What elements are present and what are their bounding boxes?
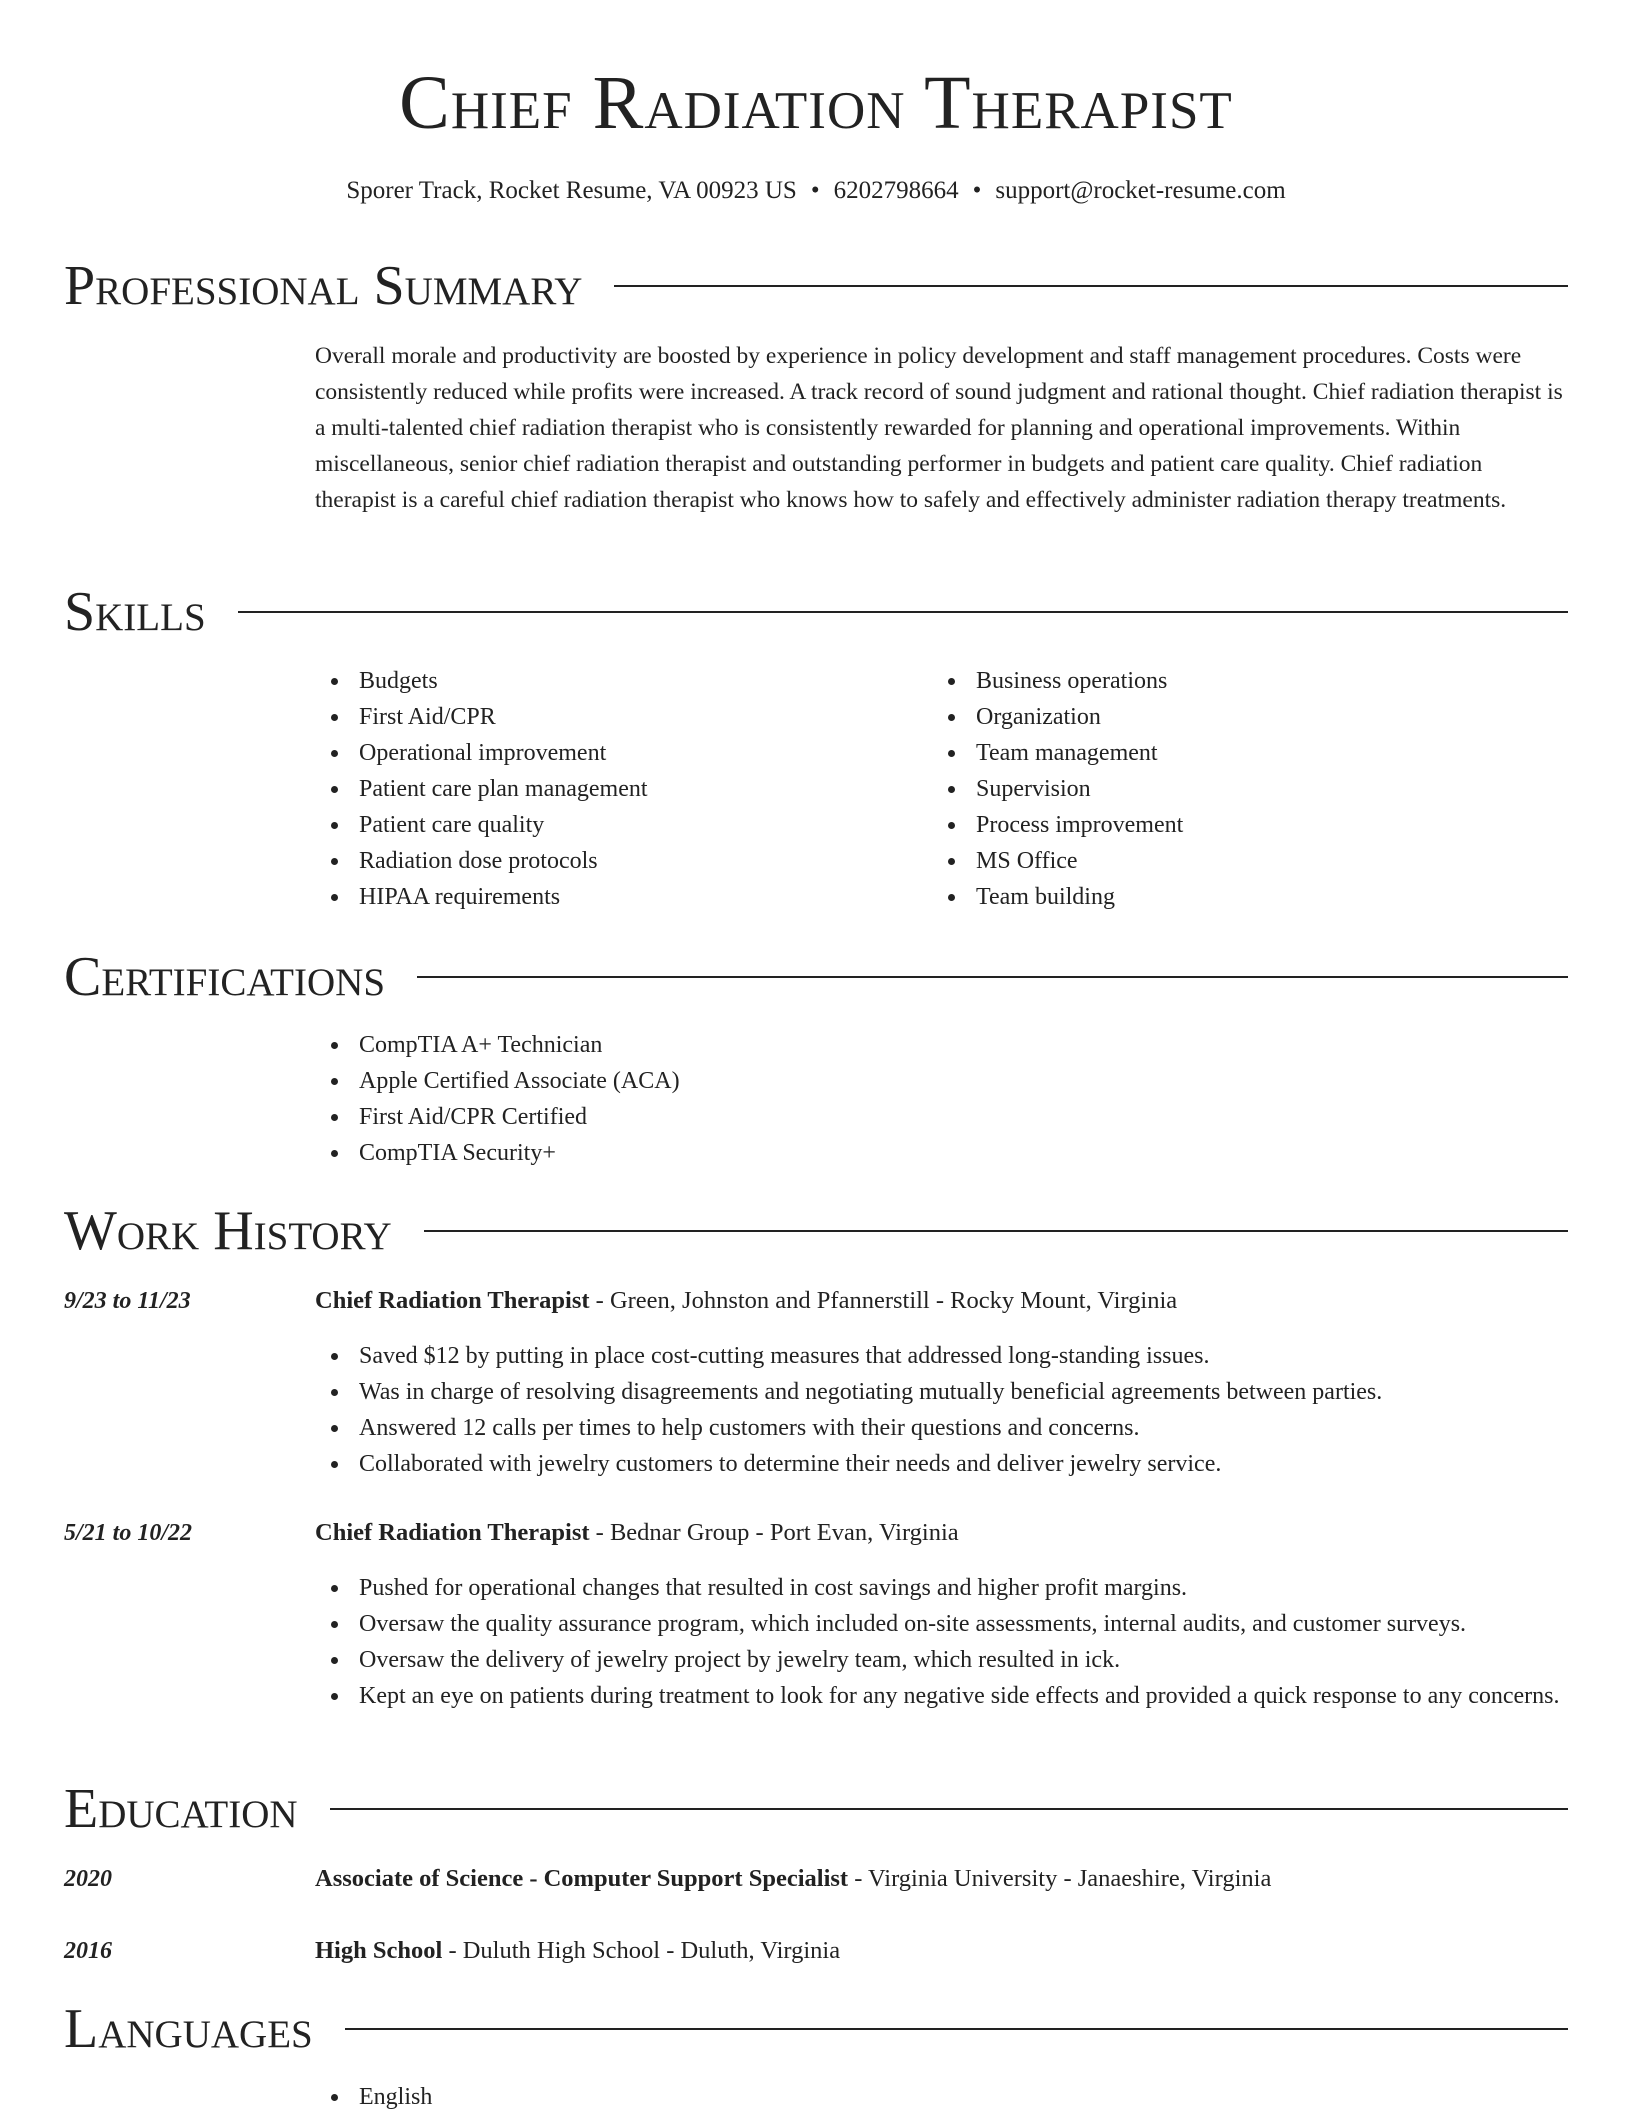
section-title-languages: Languages [64,1998,313,2060]
section-title-summary: Professional Summary [64,255,583,317]
job-bullet-item: Kept an eye on patients during treatment to look for any negative side effects and provided a quick response to any concerns. [315,1678,1568,1714]
skill-item: Organization [932,699,1532,735]
contact-email: support@rocket-resume.com [995,177,1286,204]
certification-item: Apple Certified Associate (ACA) [315,1063,1515,1099]
section-divider [424,1230,1568,1232]
section-header-education [64,1777,1568,1841]
certification-item: First Aid/CPR Certified [315,1099,1515,1135]
languages-list [315,2079,1115,2115]
section-title-skills: Skills [64,581,206,643]
skills-column-right [932,663,1532,915]
skill-item: Team management [932,735,1532,771]
section-title-education: Education [64,1778,298,1840]
job-heading [315,1283,1568,1319]
job-details: - Green, Johnston and Pfannerstill - Rocky Mount, Virginia [589,1287,1178,1314]
skill-item: Radiation dose protocols [315,843,915,879]
certification-item: CompTIA A+ Technician [315,1027,1515,1063]
skill-item: Process improvement [932,807,1532,843]
section-title-work-history: Work History [64,1200,392,1262]
job-bullet-item: Oversaw the quality assurance program, which included on-site assessments, internal audits, and customer surveys. [315,1606,1568,1642]
section-title-certifications: Certifications [64,946,386,1008]
job-dates: 9/23 to 11/23 [64,1288,191,1314]
section-header-languages [64,1997,1568,2061]
section-divider [238,611,1568,613]
job-bullets [315,1338,1568,1482]
education-heading [315,1861,1568,1897]
education-year: 2020 [64,1866,112,1892]
section-divider [614,285,1568,287]
job-role: Chief Radiation Therapist [315,1519,590,1546]
skills-list-right [932,663,1532,915]
resume-name: Chief Radiation Therapist [399,61,1233,145]
job-bullet-item: Collaborated with jewelry customers to determine their needs and deliver jewelry service. [315,1446,1568,1482]
section-divider [330,1808,1568,1810]
education-degree: High School [315,1937,443,1964]
education-heading [315,1933,1568,1969]
job-details: - Bednar Group - Port Evan, Virginia [589,1519,959,1546]
certification-item: CompTIA Security+ [315,1135,1515,1171]
skill-item: Patient care quality [315,807,915,843]
skill-item: Patient care plan management [315,771,915,807]
skills-list-left [315,663,915,915]
job-bullet-item: Oversaw the delivery of jewelry project by jewelry team, which resulted in ick. [315,1642,1568,1678]
job-bullets [315,1570,1568,1714]
summary-text: Overall morale and productivity are boosted by experience in policy development and staff management procedures. Costs were consistently reduced while profits were increased. A track record of sound judgment and rational thought. Chief radiation therapist is a multi-talented chief radiation therapist who is consistently rewarded for planning and operational improvements. Within miscellaneous, senior chief radiation therapist and outstanding performer in budgets and patient care quality. Chief radiation therapist is a careful chief radiation therapist who knows how to safely and effectively administer radiation therapy treatments. [315,343,1563,513]
job-dates: 5/21 to 10/22 [64,1520,193,1546]
language-item: English [315,2079,1115,2115]
section-header-work-history [64,1199,1568,1263]
contact-phone: 6202798664 [833,177,959,204]
certifications-list [315,1027,1515,1171]
job-heading [315,1515,1568,1551]
contact-separator: • [972,177,982,204]
section-header-certifications [64,945,1568,1009]
section-header-skills [64,580,1568,644]
job-bullets-block [315,1338,1568,1482]
job-bullet-item: Pushed for operational changes that resulted in cost savings and higher profit margins. [315,1570,1568,1606]
section-divider [345,2028,1568,2030]
section-divider [417,976,1568,978]
contact-address: Sporer Track, Rocket Resume, VA 00923 US [346,177,797,204]
job-bullet-item: Saved $12 by putting in place cost-cutting measures that addressed long-standing issues. [315,1338,1568,1374]
job-bullet-item: Answered 12 calls per times to help customers with their questions and concerns. [315,1410,1568,1446]
section-header-summary [64,254,1568,318]
skill-item: Budgets [315,663,915,699]
skills-column-left [315,663,915,915]
education-degree: Associate of Science - Computer Support Specialist [315,1865,849,1892]
job-bullets-block [315,1570,1568,1714]
education-details: - Duluth High School - Duluth, Virginia [442,1937,841,1964]
contact-line [64,174,1568,208]
contact-separator: • [810,177,820,204]
skill-item: HIPAA requirements [315,879,915,915]
skill-item: Operational improvement [315,735,915,771]
education-year: 2016 [64,1938,112,1964]
skill-item: Team building [932,879,1532,915]
languages-block [315,2079,1115,2115]
education-details: - Virginia University - Janaeshire, Virginia [848,1865,1272,1892]
job-bullet-item: Was in charge of resolving disagreements and negotiating mutually beneficial agreements between parties. [315,1374,1568,1410]
job-role: Chief Radiation Therapist [315,1287,590,1314]
skill-item: MS Office [932,843,1532,879]
skill-item: Supervision [932,771,1532,807]
skill-item: First Aid/CPR [315,699,915,735]
skill-item: Business operations [932,663,1532,699]
certifications-block [315,1027,1515,1171]
